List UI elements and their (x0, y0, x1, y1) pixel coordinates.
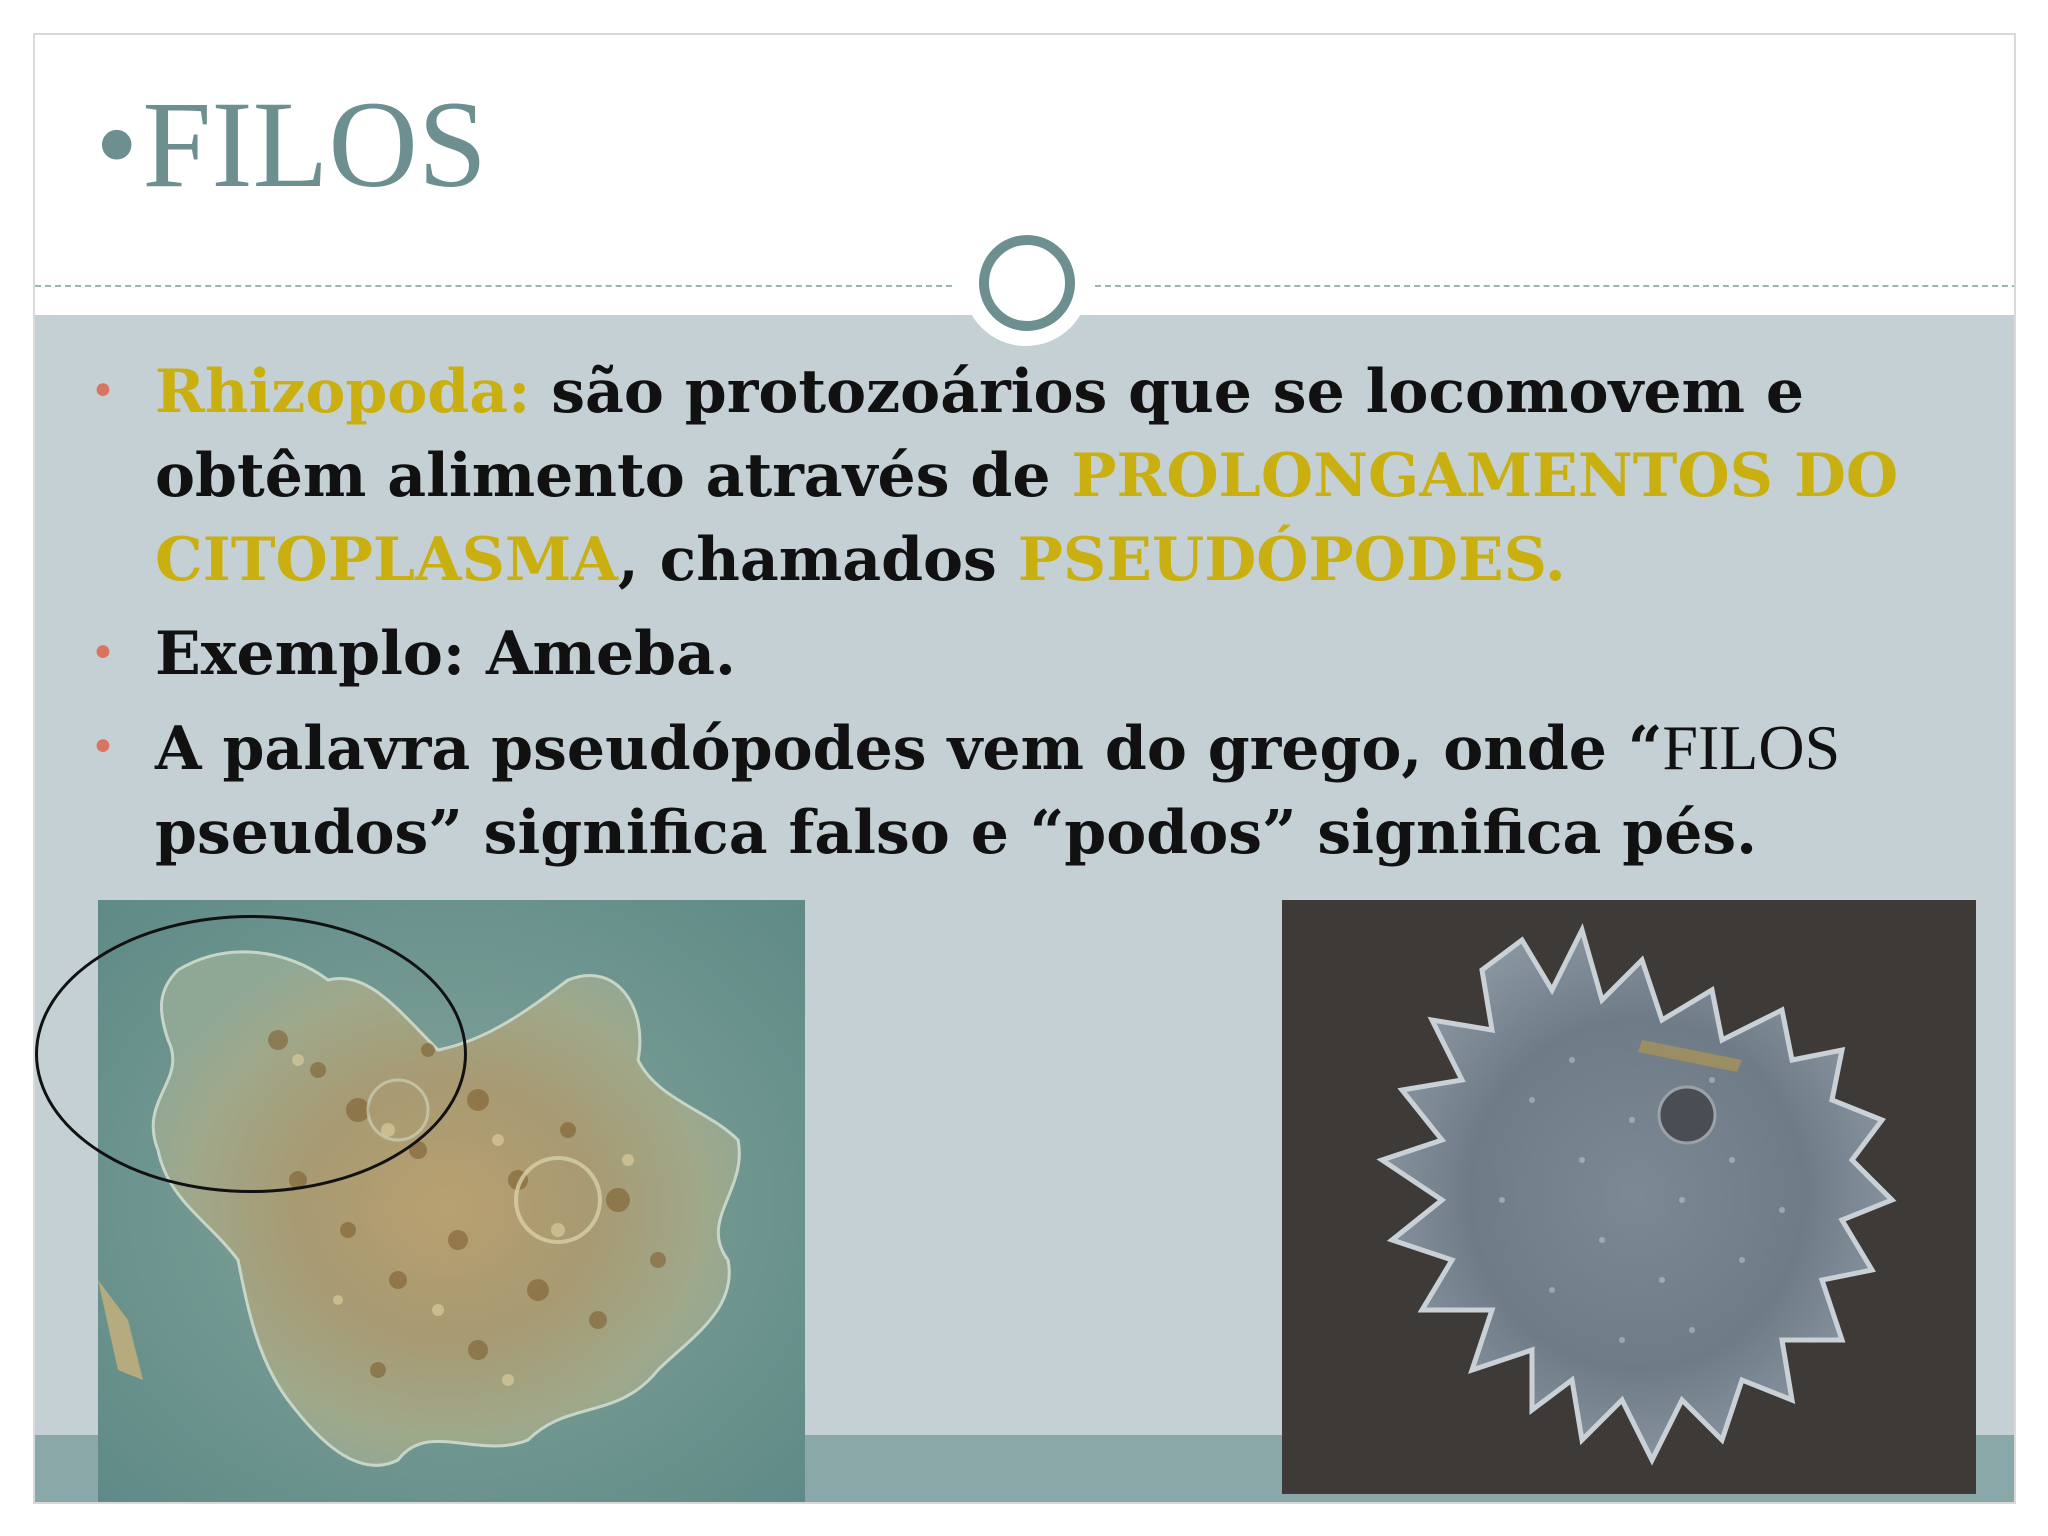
amoeba-photo-right (1282, 900, 1976, 1494)
slide-title (95, 76, 487, 213)
bullet-1-part-1: Rhizopoda: (155, 357, 531, 427)
title-text: FILOS (142, 76, 487, 213)
bullet-list (40, 350, 1970, 885)
bullet-marker: • (90, 628, 116, 679)
divider-circle-icon (979, 235, 1075, 331)
annotation-ellipse (35, 915, 467, 1193)
bullet-3-part-2: FILOS (1662, 712, 1841, 783)
title-bullet: • (95, 76, 139, 213)
title-divider-left (35, 285, 952, 287)
bullet-marker: • (90, 366, 116, 417)
bullet-1-part-5: PSEUDÓPODES. (1017, 525, 1566, 595)
bullet-item-rhizopoda (40, 350, 1970, 602)
bullet-1-part-2: são protozoários que se locomovem e obtêm alimento através de (155, 357, 1805, 511)
amoeba-right-illustration (1282, 900, 1976, 1494)
bullet-item-exemplo (40, 612, 1970, 696)
bullet-marker: • (90, 722, 116, 773)
bullet-3-part-3: pseudos” significa falso e “podos” significa pés. (155, 798, 1758, 868)
bullet-item-pseudopodes (40, 706, 1970, 875)
bullet-1-part-3: PROLONGAMENTOS DO CITOPLASMA (155, 441, 1899, 595)
bullet-1-part-4: , chamados (617, 525, 1018, 595)
title-divider-right (1095, 285, 2016, 287)
bullet-2-part-1: Exemplo: Ameba. (155, 619, 736, 689)
bullet-3-part-1: A palavra pseudópodes vem do grego, onde “ (155, 714, 1663, 784)
